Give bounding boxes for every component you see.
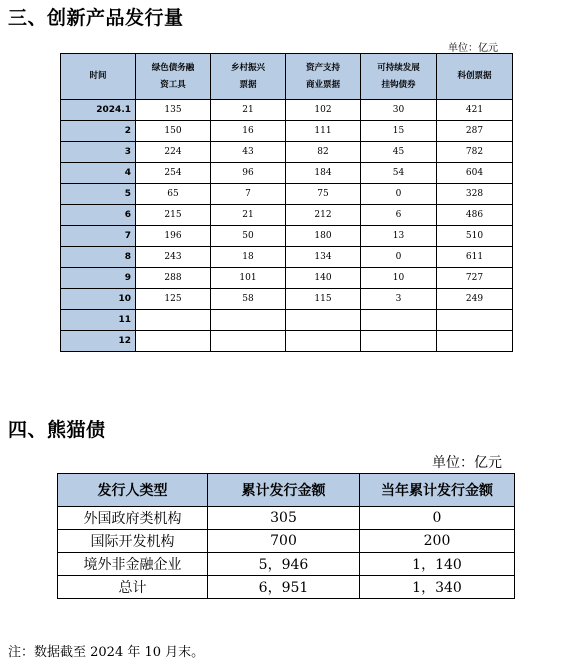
- row-label-cell: 10: [61, 289, 136, 310]
- table-cell: 65: [136, 184, 211, 205]
- table-cell: [361, 331, 437, 352]
- table-cell: 782: [437, 142, 513, 163]
- header-cell-issuer-type: 发行人类型: [58, 474, 208, 507]
- section1-title: 三、创新产品发行量: [8, 7, 184, 29]
- table-cell: 13: [361, 226, 437, 247]
- table-row: [61, 100, 513, 121]
- table-cell: 243: [136, 247, 211, 268]
- table-cell: 3: [361, 289, 437, 310]
- table-cell: [286, 331, 361, 352]
- table-cell: 611: [437, 247, 513, 268]
- amount-cell: 5，946: [208, 553, 360, 576]
- row-label-cell: 8: [61, 247, 136, 268]
- row-label-cell: 4: [61, 163, 136, 184]
- table-cell: 215: [136, 205, 211, 226]
- row-label-cell: 5: [61, 184, 136, 205]
- table-cell: 184: [286, 163, 361, 184]
- row-label-cell: 2: [61, 121, 136, 142]
- row-label-cell: 6: [61, 205, 136, 226]
- table-cell: 421: [437, 100, 513, 121]
- row-label-cell: 7: [61, 226, 136, 247]
- table-row: [58, 576, 515, 599]
- table-row: [61, 163, 513, 184]
- table-cell: 115: [286, 289, 361, 310]
- table-row: [61, 310, 513, 331]
- table-row: [58, 553, 515, 576]
- table-cell: 140: [286, 268, 361, 289]
- table-cell: 16: [211, 121, 286, 142]
- row-label-cell: 12: [61, 331, 136, 352]
- header-cell-cumulative-amount: 累计发行金额: [208, 474, 360, 507]
- table-cell: 21: [211, 100, 286, 121]
- amount-cell: 1，140: [360, 553, 515, 576]
- table-row: [61, 289, 513, 310]
- header-cell-time: 时间: [61, 54, 136, 100]
- table-cell: [437, 331, 513, 352]
- table-cell: 135: [136, 100, 211, 121]
- table-cell: 125: [136, 289, 211, 310]
- table-cell: 254: [136, 163, 211, 184]
- amount-cell: 0: [360, 507, 515, 530]
- innovative-products-table: [60, 53, 513, 352]
- table-cell: 102: [286, 100, 361, 121]
- table-cell: 0: [361, 184, 437, 205]
- issuer-type-cell: 境外非金融企业: [58, 553, 208, 576]
- table-cell: 54: [361, 163, 437, 184]
- table-cell: [136, 331, 211, 352]
- table-cell: 45: [361, 142, 437, 163]
- table-cell: 58: [211, 289, 286, 310]
- amount-cell: 6，951: [208, 576, 360, 599]
- amount-cell: 1，340: [360, 576, 515, 599]
- table-cell: 727: [437, 268, 513, 289]
- footnote: 注：数据截至 2024 年 10 月末。: [8, 645, 205, 660]
- table-row: [61, 331, 513, 352]
- table-cell: 288: [136, 268, 211, 289]
- table-row: [58, 507, 515, 530]
- table-cell: 212: [286, 205, 361, 226]
- table-row: [61, 184, 513, 205]
- header-cell-green-debt: 绿色债务融 资工具: [136, 54, 211, 100]
- row-label-cell: 9: [61, 268, 136, 289]
- issuer-type-cell: 国际开发机构: [58, 530, 208, 553]
- section1-unit: 单位：亿元: [448, 43, 498, 54]
- issuer-type-cell: 外国政府类机构: [58, 507, 208, 530]
- table-cell: 180: [286, 226, 361, 247]
- table-cell: 82: [286, 142, 361, 163]
- table-cell: 249: [437, 289, 513, 310]
- table-cell: [136, 310, 211, 331]
- amount-cell: 305: [208, 507, 360, 530]
- issuer-type-cell: 总计: [58, 576, 208, 599]
- table-header-row: [58, 474, 515, 507]
- header-cell-rural-revitalization: 乡村振兴 票据: [211, 54, 286, 100]
- table-row: [61, 226, 513, 247]
- table-cell: 30: [361, 100, 437, 121]
- table-cell: [437, 310, 513, 331]
- table-cell: 50: [211, 226, 286, 247]
- table-cell: 0: [361, 247, 437, 268]
- table-cell: [211, 331, 286, 352]
- table-cell: 7: [211, 184, 286, 205]
- table-cell: [211, 310, 286, 331]
- table-cell: 21: [211, 205, 286, 226]
- table-row: [58, 530, 515, 553]
- table-row: [61, 121, 513, 142]
- table-cell: 287: [437, 121, 513, 142]
- table-cell: 486: [437, 205, 513, 226]
- table-cell: 510: [437, 226, 513, 247]
- table-cell: 224: [136, 142, 211, 163]
- table-cell: 75: [286, 184, 361, 205]
- table-cell: 10: [361, 268, 437, 289]
- amount-cell: 200: [360, 530, 515, 553]
- table-cell: 150: [136, 121, 211, 142]
- table-cell: 15: [361, 121, 437, 142]
- table-cell: 604: [437, 163, 513, 184]
- section2-unit: 单位：亿元: [432, 455, 502, 471]
- table-cell: 101: [211, 268, 286, 289]
- table-cell: 43: [211, 142, 286, 163]
- amount-cell: 700: [208, 530, 360, 553]
- table-header-row: [61, 54, 513, 100]
- header-cell-sci-tech: 科创票据: [437, 54, 513, 100]
- header-cell-sustainability-linked: 可持续发展 挂钩债券: [361, 54, 437, 100]
- table-row: [61, 247, 513, 268]
- table-cell: 134: [286, 247, 361, 268]
- table-cell: 328: [437, 184, 513, 205]
- table-cell: [361, 310, 437, 331]
- header-cell-asset-backed: 资产支持 商业票据: [286, 54, 361, 100]
- table-row: [61, 268, 513, 289]
- row-label-cell: 2024.1: [61, 100, 136, 121]
- panda-bond-table: [57, 473, 515, 599]
- header-cell-year-cumulative-amount: 当年累计发行金额: [360, 474, 515, 507]
- table-cell: 96: [211, 163, 286, 184]
- row-label-cell: 11: [61, 310, 136, 331]
- table-cell: 18: [211, 247, 286, 268]
- table-cell: 196: [136, 226, 211, 247]
- table-cell: [286, 310, 361, 331]
- row-label-cell: 3: [61, 142, 136, 163]
- table-row: [61, 142, 513, 163]
- section2-title: 四、熊猫债: [8, 419, 106, 441]
- table-cell: 111: [286, 121, 361, 142]
- table-cell: 6: [361, 205, 437, 226]
- table-row: [61, 205, 513, 226]
